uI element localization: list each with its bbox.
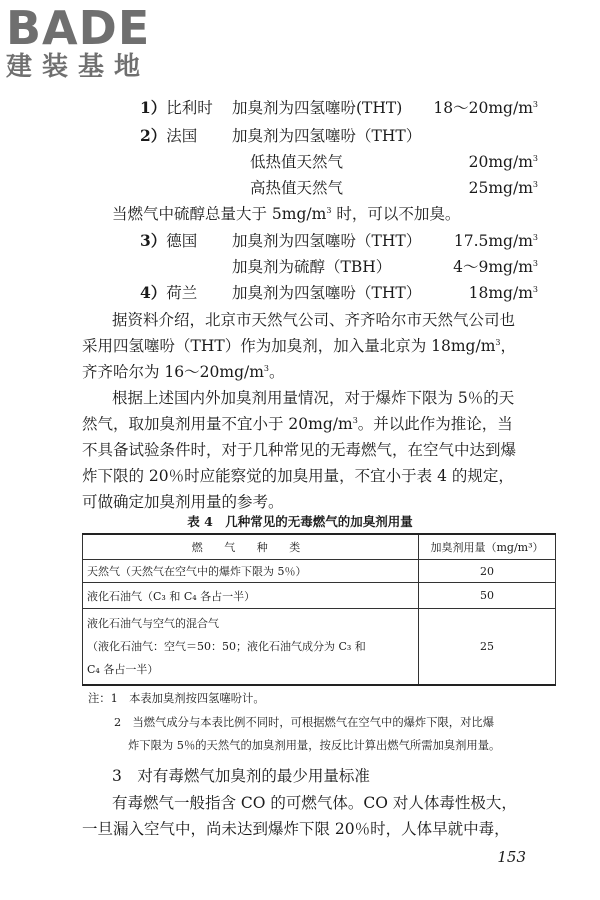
para2-line5: 可做确定加臭剂用量的参考。 (82, 493, 284, 511)
logo-text-bottom: 建装基地 (6, 52, 151, 82)
table-row (83, 583, 556, 609)
germany-tbh-desc: 加臭剂为硫醇（TBH） (232, 258, 392, 276)
row-amount: 20 (419, 560, 556, 583)
para2-line1: 根据上述国内外加臭剂用量情况，对于爆炸下限为 5％的天 (112, 389, 515, 407)
row-amount: 25 (419, 609, 556, 685)
list-number: 2） (140, 126, 167, 145)
germany-tbh-value: $4\sim 9mg/m^3$ (453, 258, 538, 276)
list-number: 1） (140, 98, 167, 117)
header-amount: 加臭剂用量（mg/m³） (419, 534, 556, 560)
list-item-france (140, 126, 197, 146)
para1-line2: 采用四氢噻吩（THT）作为加臭剂，加入量北京为 $18mg/m^3$， (82, 337, 516, 355)
page-number: 153 (497, 848, 526, 866)
germany-tht-desc: 加臭剂为四氢噻吩（THT） (232, 232, 422, 250)
para2-line4: 炸下限的 20％时应能察觉的加臭用量，不宜小于表 4 的规定， (82, 467, 514, 485)
list-number: 3） (140, 231, 167, 250)
section-3-heading: 3 对有毒燃气加臭剂的最少用量标准 (112, 767, 370, 785)
france-low-heat-value: $20mg/m^3$ (468, 153, 538, 171)
list-item-belgium-desc: 加臭剂为四氢噻吩(THT) (232, 99, 403, 117)
para1-line3: 齐齐哈尔为 $16\sim 20mg/m^3$。 (82, 363, 285, 381)
france-high-heat-value: $25mg/m^3$ (468, 179, 538, 197)
section-3-line1: 有毒燃气一般指含 CO 的可燃气体。CO 对人体毒性极大， (112, 794, 517, 812)
list-item-germany (140, 231, 197, 251)
row-gas-multiline: 液化石油气与空气的混合气 （液化石油气：空气＝50：50；液化石油气成分为 C₃ 和 C₄ 各占一半） (83, 609, 419, 685)
header-gas-type: 燃 气 种 类 (83, 534, 419, 560)
para1-line1: 据资料介绍，北京市天然气公司、齐齐哈尔市天然气公司也 (112, 311, 516, 329)
list-item-belgium-value: $18\sim 20mg/m^3$ (433, 99, 538, 117)
para2-line2: 然气，取加臭剂用量不宜小于 $20mg/m^3$。并以此作为推论，当 (82, 415, 513, 433)
list-country: 比利时 (166, 99, 213, 117)
row-amount: 50 (419, 583, 556, 609)
note-1: 注：1 本表加臭剂按四氢噻吩计。 (88, 692, 265, 705)
logo-text-top: BADE (6, 1, 151, 55)
table-row (83, 609, 556, 685)
section-3-line2: 一旦漏入空气中，尚未达到爆炸下限 20％时，人体早就中毒， (82, 820, 510, 838)
note-2-line1: 2 当燃气成分与本表比例不同时，可根据燃气在空气中的爆炸下限，对比爆 (114, 716, 494, 729)
list-country: 法国 (166, 127, 198, 145)
table-caption: 表 4 几种常见的无毒燃气的加臭剂用量 (187, 514, 413, 529)
list-item-netherlands (140, 283, 197, 303)
table-header-row (83, 534, 556, 560)
row-gas: 天然气（天然气在空气中的爆炸下限为 5％） (83, 560, 419, 583)
para2-line3: 不具备试验条件时，对于几种常见的无毒燃气，在空气中达到爆 (82, 441, 517, 459)
note-2-line2: 炸下限为 5％的天然气的加臭剂用量，按反比计算出燃气所需加臭剂用量。 (128, 739, 501, 752)
odorant-table (82, 533, 556, 686)
france-high-heat-label: 高热值天然气 (250, 179, 344, 197)
row-gas: 液化石油气（C₃ 和 C₄ 各占一半） (83, 583, 419, 609)
netherlands-desc: 加臭剂为四氢噻吩（THT） (232, 284, 422, 302)
list-item-belgium (140, 98, 213, 118)
list-country: 荷兰 (166, 284, 198, 302)
list-item-france-desc: 加臭剂为四氢噻吩（THT） (232, 127, 422, 145)
list-number: 4） (140, 283, 167, 302)
table-row (83, 560, 556, 583)
sulfur-note: 当燃气中硫醇总量大于 $5mg/m^3$ 时，可以不加臭。 (112, 205, 461, 223)
list-country: 德国 (166, 232, 198, 250)
france-low-heat-label: 低热值天然气 (250, 153, 344, 171)
germany-tht-value: $17.5mg/m^3$ (453, 232, 538, 250)
netherlands-value: $18mg/m^3$ (468, 284, 538, 302)
